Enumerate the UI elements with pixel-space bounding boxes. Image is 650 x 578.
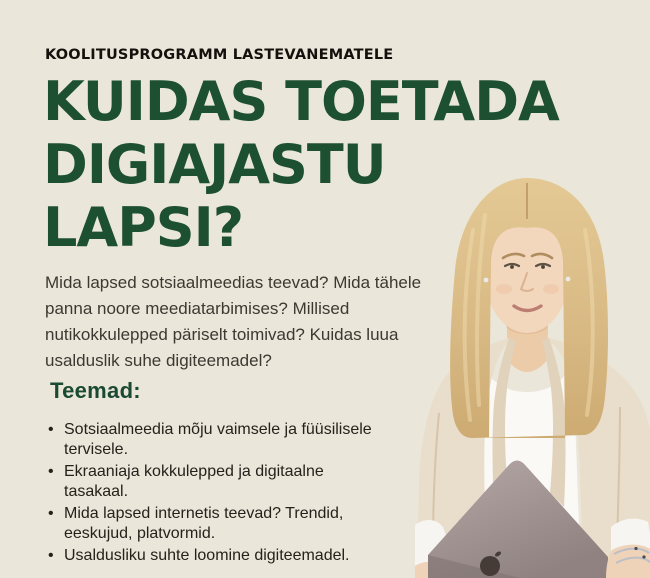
- program-kicker: KOOLITUSPROGRAMM LASTEVANEMATELE: [45, 47, 394, 63]
- topic-item: • Ekraaniaja kokkulepped ja digitaalne tasakaal.: [48, 462, 384, 501]
- title-line-2: DIGIAJASTU: [43, 133, 386, 196]
- topic-item: • Sotsiaalmeedia mõju vaimsele ja füüsilisele tervisele.: [48, 420, 384, 459]
- intro-text: Mida lapsed sotsiaalmeedias teevad? Mida tähele panna noore meediatarbimises? Millised nutikokkulepped päriselt toimivad? Kuidas luua usalduslik suhe digiteemadel?: [45, 273, 422, 370]
- topics-list: [48, 420, 384, 569]
- topic-item: • Mida lapsed internetis teevad? Trendid, eeskujud, platvormid.: [48, 504, 384, 543]
- topic-item: • Usaldusliku suhte loomine digiteemadel.: [48, 546, 384, 566]
- title-line-1: KUIDAS TOETADA: [43, 70, 559, 133]
- title-line-3: LAPSI?: [43, 196, 244, 259]
- presenter-photo: [415, 175, 650, 578]
- topics-heading: Teemad:: [50, 378, 141, 403]
